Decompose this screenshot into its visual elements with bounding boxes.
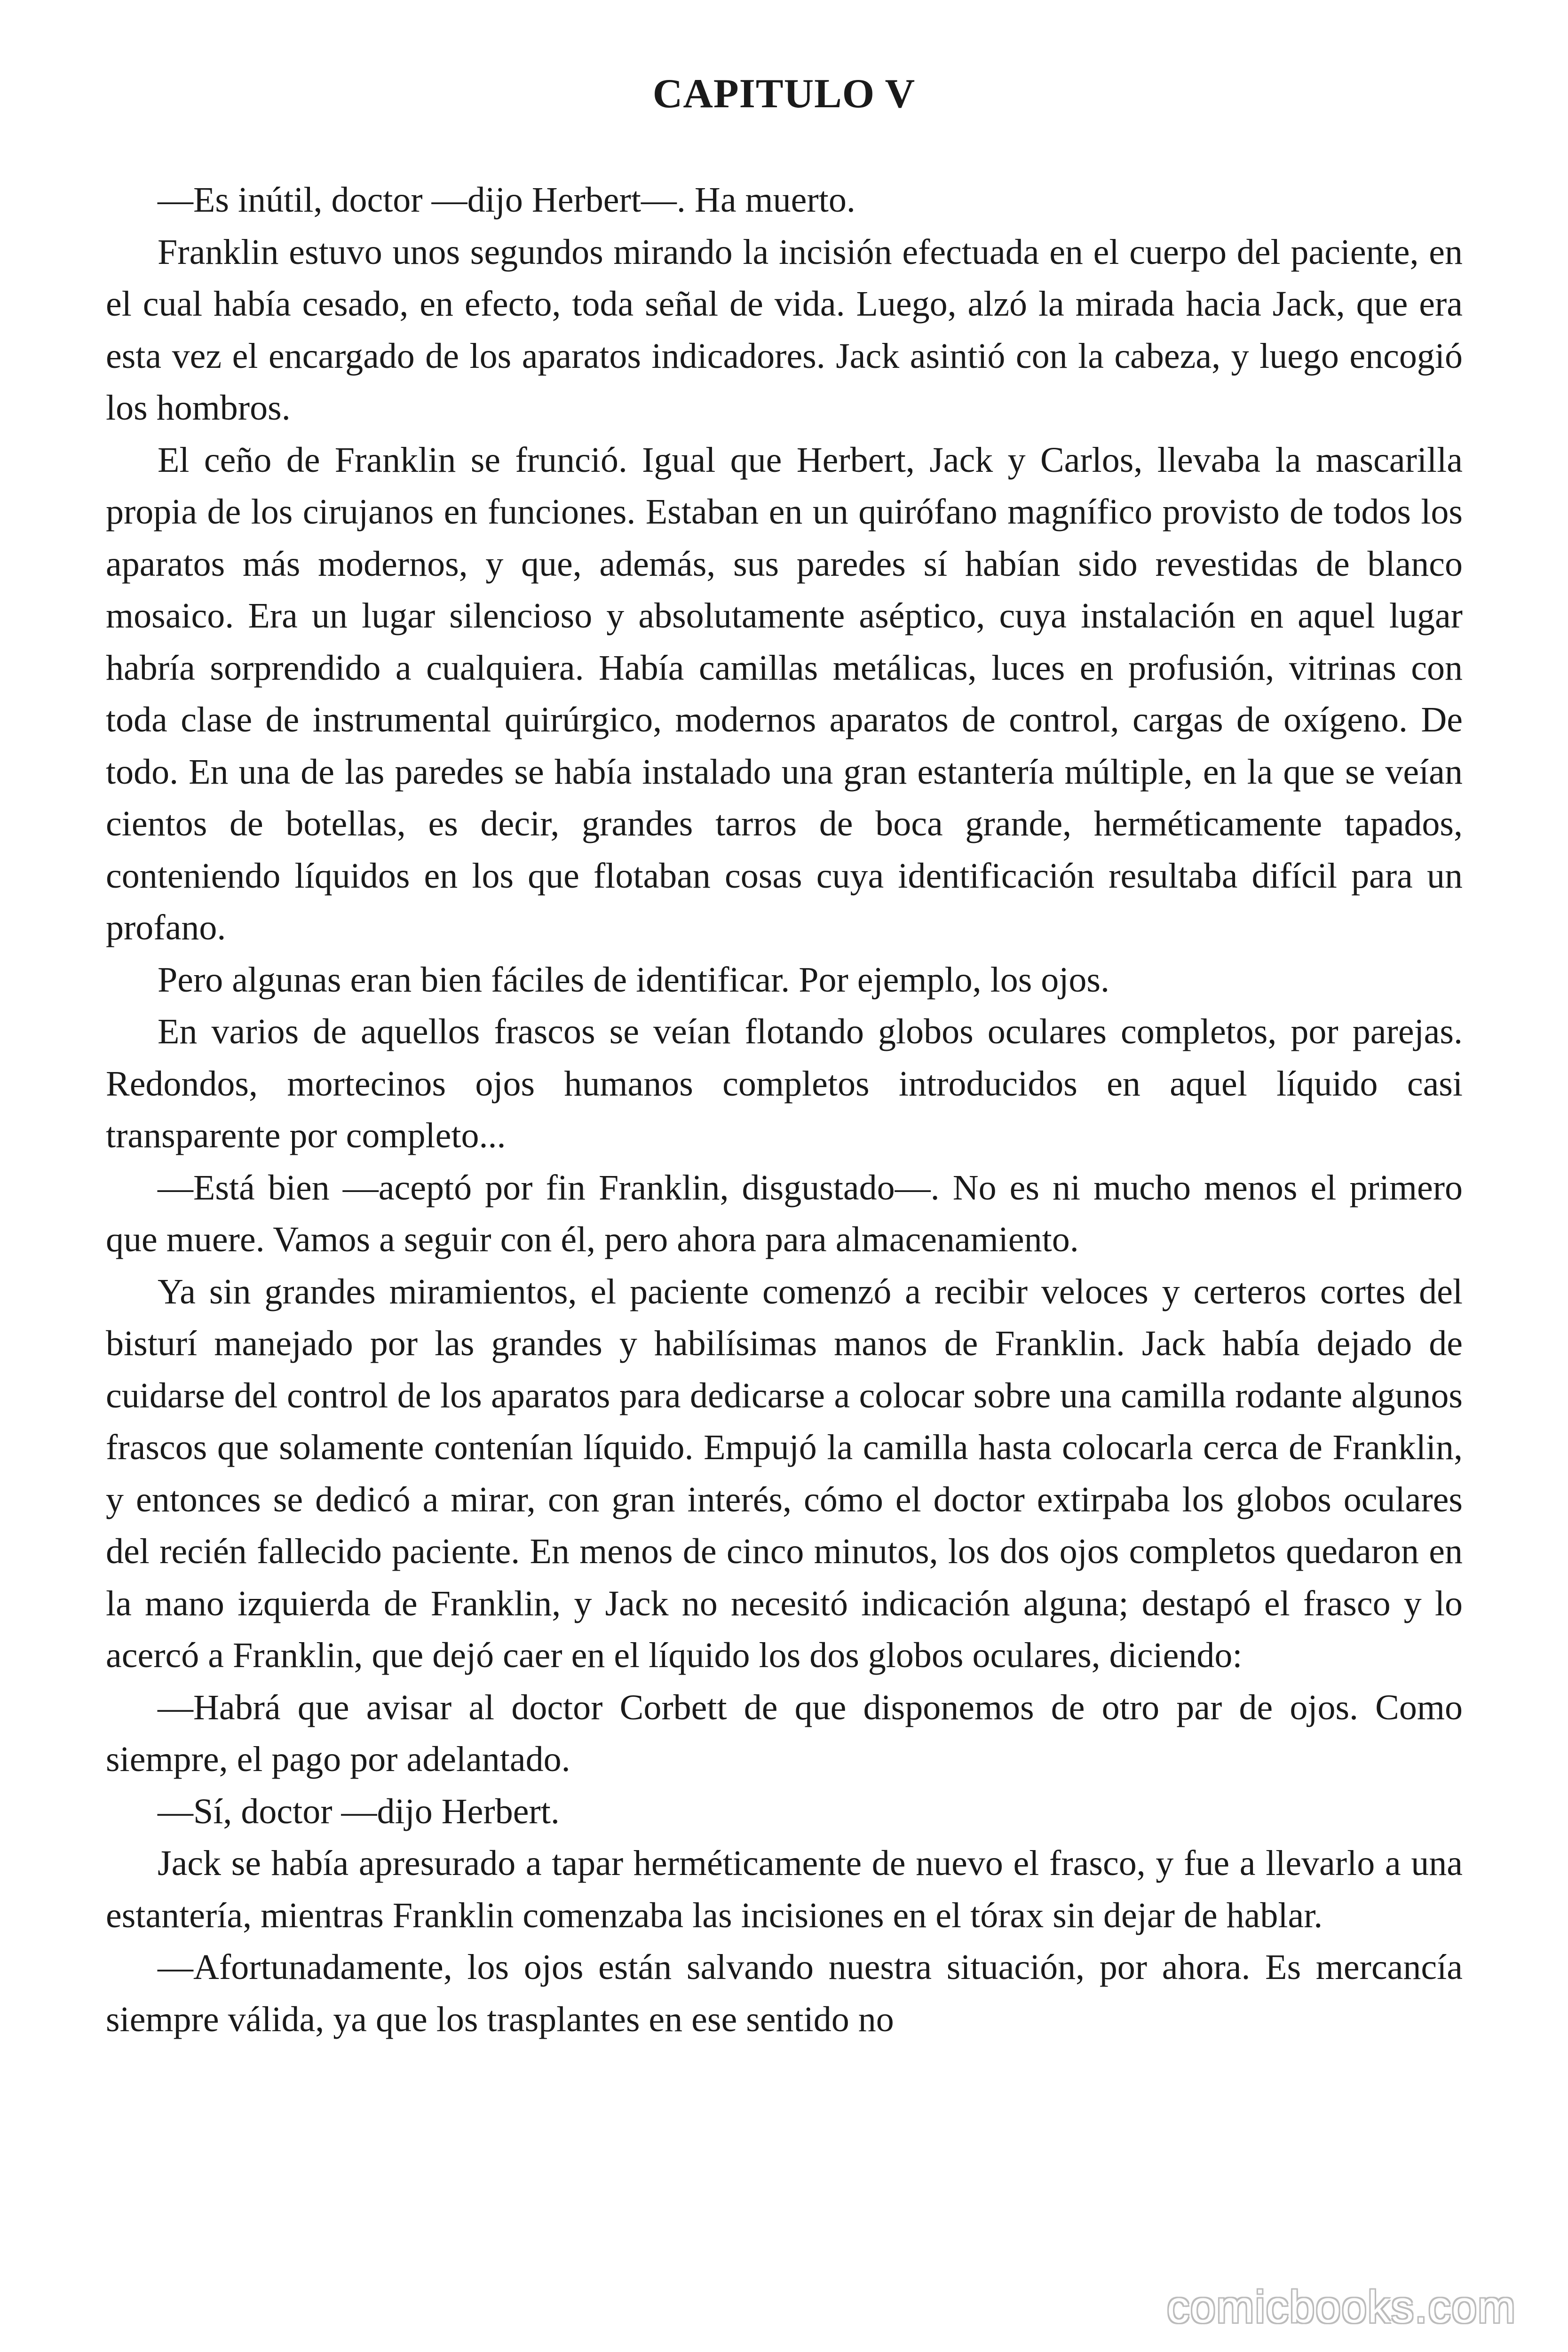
paragraph: Franklin estuvo unos segundos mirando la incisión efectuada en el cuerpo del paciente, en el cual había cesado, en efecto, toda señal de vida. Luego, alzó la mirada hacia Jack, que era esta vez el encargado de los aparatos indicadores. Jack asintió con la cabeza, y luego encogió los hombros. <box>106 232 1463 428</box>
paragraph: En varios de aquellos frascos se veían flotando globos oculares completos, por parejas. Redondos, mortecinos ojos humanos completos introducidos en aquel líquido casi transparente por completo... <box>106 1012 1463 1155</box>
body-text <box>106 174 1463 2045</box>
paragraph: —Es inútil, doctor —dijo Herbert—. Ha muerto. <box>158 180 855 220</box>
paragraph: El ceño de Franklin se frunció. Igual que Herbert, Jack y Carlos, llevaba la mascarilla propia de los cirujanos en funciones. Estaban en un quirófano magnífico provisto de todos los aparatos más modernos, y que, además, sus paredes sí habían sido revestidas de blanco mosaico. Era un lugar silencioso y absolutamente aséptico, cuya instalación en aquel lugar habría sorprendido a cualquiera. Había camillas metálicas, luces en profusión, vitrinas con toda clase de instrumental quirúrgico, modernos aparatos de control, cargas de oxígeno. De todo. En una de las paredes se había instalado una gran estantería múltiple, en la que se veían cientos de botellas, es decir, grandes tarros de boca grande, herméticamente tapados, conteniendo líquidos en los que flotaban cosas cuya identificación resultaba difícil para un profano. <box>106 440 1463 947</box>
paragraph: Pero algunas eran bien fáciles de identificar. Por ejemplo, los ojos. <box>158 960 1109 1000</box>
watermark: comicbooks.com <box>1167 2282 1516 2332</box>
paragraph: Ya sin grandes miramientos, el paciente comenzó a recibir veloces y certeros cortes del bisturí manejado por las grandes y habilísimas manos de Franklin. Jack había dejado de cuidarse del control de los aparatos para dedicarse a colocar sobre una camilla rodante algunos frascos que solamente contenían líquido. Empujó la camilla hasta colocarla cerca de Franklin, y entonces se dedicó a mirar, con gran interés, cómo el doctor extirpaba los globos oculares del recién fallecido paciente. En menos de cinco minutos, los dos ojos completos quedaron en la mano izquierda de Franklin, y Jack no necesitó indicación alguna; destapó el frasco y lo acercó a Franklin, que dejó caer en el líquido los dos globos oculares, diciendo: <box>106 1271 1463 1675</box>
paragraph: —Está bien —aceptó por fin Franklin, disgustado—. No es ni mucho menos el primero que muere. Vamos a seguir con él, pero ahora para almacenamiento. <box>106 1168 1463 1259</box>
chapter-title: CAPITULO V <box>652 71 916 117</box>
paragraph: —Afortunadamente, los ojos están salvando nuestra situación, por ahora. Es mercancía siempre válida, ya que los trasplantes en ese sentido no <box>106 1947 1463 2039</box>
paragraph: Jack se había apresurado a tapar herméticamente de nuevo el frasco, y fue a llevarlo a una estantería, mientras Franklin comenzaba las incisiones en el tórax sin dejar de hablar. <box>106 1843 1463 1935</box>
paragraph: —Habrá que avisar al doctor Corbett de que disponemos de otro par de ojos. Como siempre, el pago por adelantado. <box>106 1687 1463 1779</box>
paragraph: —Sí, doctor —dijo Herbert. <box>158 1791 560 1831</box>
